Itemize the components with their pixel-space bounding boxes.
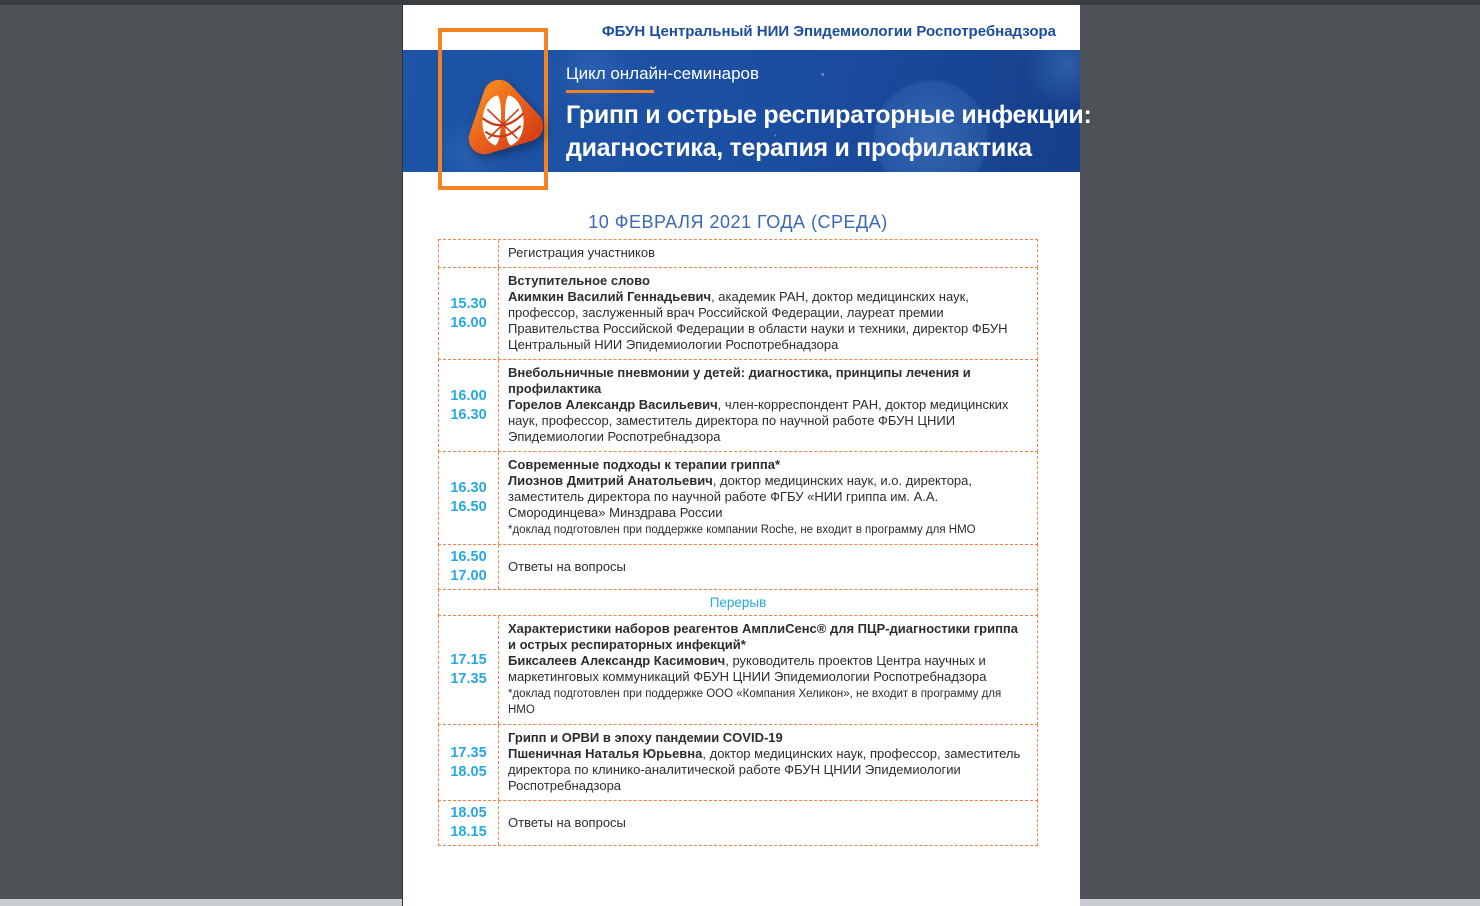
schedule-row — [438, 544, 1038, 590]
session-content — [499, 452, 1037, 544]
speaker-name: Горелов Александр Васильевич — [508, 397, 718, 412]
speaker-name: Пшеничная Наталья Юрьевна — [508, 746, 703, 761]
session-title: Внебольничные пневмонии у детей: диагностика, принципы лечения и профилактика — [508, 365, 971, 396]
time-range: 16.50 17.00 — [439, 545, 499, 589]
lungs-icon — [454, 68, 552, 168]
schedule — [438, 240, 1038, 846]
time-range: 17.35 18.05 — [439, 725, 499, 800]
schedule-row — [438, 800, 1038, 846]
session-content — [499, 801, 1037, 845]
time-range — [439, 240, 499, 267]
break-label: Перерыв — [709, 595, 767, 610]
schedule-row — [438, 724, 1038, 801]
banner-title-line1: Грипп и острые респираторные инфекции: — [566, 101, 1092, 129]
break-row — [438, 589, 1038, 616]
time-range: 18.05 18.15 — [439, 801, 499, 845]
organization-header: ФБУН Центральный НИИ Эпидемиологии Роспотребнадзора — [601, 23, 1056, 40]
session-speaker-desc: Пшеничная Наталья Юрьевна, доктор медицинских наук, профессор, заместитель директора по клинико-аналитической работе ФБУН ЦНИИ Эпидемиологии Роспотребнадзора — [508, 746, 1021, 793]
session-speaker-desc: Лиознов Дмитрий Анатольевич, доктор медицинских наук, и.о. директора, заместитель директора по научной работе ФГБУ «НИИ гриппа им. А.А. Смородинцева» Минздрава России — [508, 473, 972, 520]
session-content — [499, 616, 1037, 724]
session-content — [499, 268, 1037, 359]
schedule-row — [438, 451, 1038, 545]
banner-title-line2: диагностика, терапия и профилактика — [566, 134, 1032, 162]
session-speaker-desc: Горелов Александр Васильевич, член-корреспондент РАН, доктор медицинских наук, профессор, заместитель директора по научной работе ФБУН ЦНИИ Эпидемиологии Роспотребнадзора — [508, 397, 1009, 444]
session-label: Ответы на вопросы — [508, 814, 626, 830]
session-content — [499, 360, 1037, 451]
speaker-name: Акимкин Василий Геннадьевич — [508, 289, 712, 304]
session-label: Регистрация участников — [508, 245, 655, 260]
session-speaker-desc: Акимкин Василий Геннадьевич, академик РАН, доктор медицинских наук, профессор, заслуженный врач Российской Федерации, лауреат премии Правительства Российской Федерации в области науки и техники, директор ФБУН Центральный НИИ Эпидемиологии Роспотребнадзора — [508, 289, 1008, 352]
time-range: 15.30 16.00 — [439, 268, 499, 359]
session-title: Грипп и ОРВИ в эпоху пандемии COVID-19 — [508, 730, 783, 745]
date-heading: 10 ФЕВРАЛЯ 2021 ГОДА (СРЕДА) — [588, 212, 888, 232]
session-title: Современные подходы к терапии гриппа* — [508, 457, 781, 472]
schedule-row — [438, 615, 1038, 725]
series-underline-accent — [566, 90, 654, 93]
session-content — [499, 545, 1037, 589]
time-range: 16.30 16.50 — [439, 452, 499, 544]
schedule-row — [438, 267, 1038, 360]
time-range: 17.15 17.35 — [439, 616, 499, 724]
schedule-row — [438, 239, 1038, 268]
schedule-row — [438, 359, 1038, 452]
session-footnote: *доклад подготовлен при поддержке компании Roche, не входит в программу для НМО — [508, 524, 976, 536]
banner-title — [566, 99, 1092, 165]
session-title: Характеристики наборов реагентов АмплиСенс® для ПЦР-диагностики гриппа и острых респираторных инфекций* — [508, 621, 1019, 652]
series-label: Цикл онлайн-семинаров — [566, 64, 760, 83]
document-page — [402, 5, 1092, 906]
time-range: 16.00 16.30 — [439, 360, 499, 451]
speaker-name: Биксалеев Александр Касимович — [508, 653, 726, 668]
session-content — [499, 725, 1037, 800]
speaker-name: Лиознов Дмитрий Анатольевич — [508, 473, 713, 488]
session-footnote: *доклад подготовлен при поддержке ООО «Компания Хеликон», не входит в программу для НМО — [508, 688, 1002, 716]
session-content — [499, 240, 1037, 267]
session-title: Вступительное слово — [508, 273, 650, 288]
session-label: Ответы на вопросы — [508, 558, 626, 574]
session-speaker-desc: Биксалеев Александр Касимович, руководитель проектов Центра научных и маркетинговых коммуникаций ФБУН ЦНИИ Эпидемиологии Роспотребнадзора — [508, 653, 987, 684]
logo-frame — [438, 28, 548, 190]
